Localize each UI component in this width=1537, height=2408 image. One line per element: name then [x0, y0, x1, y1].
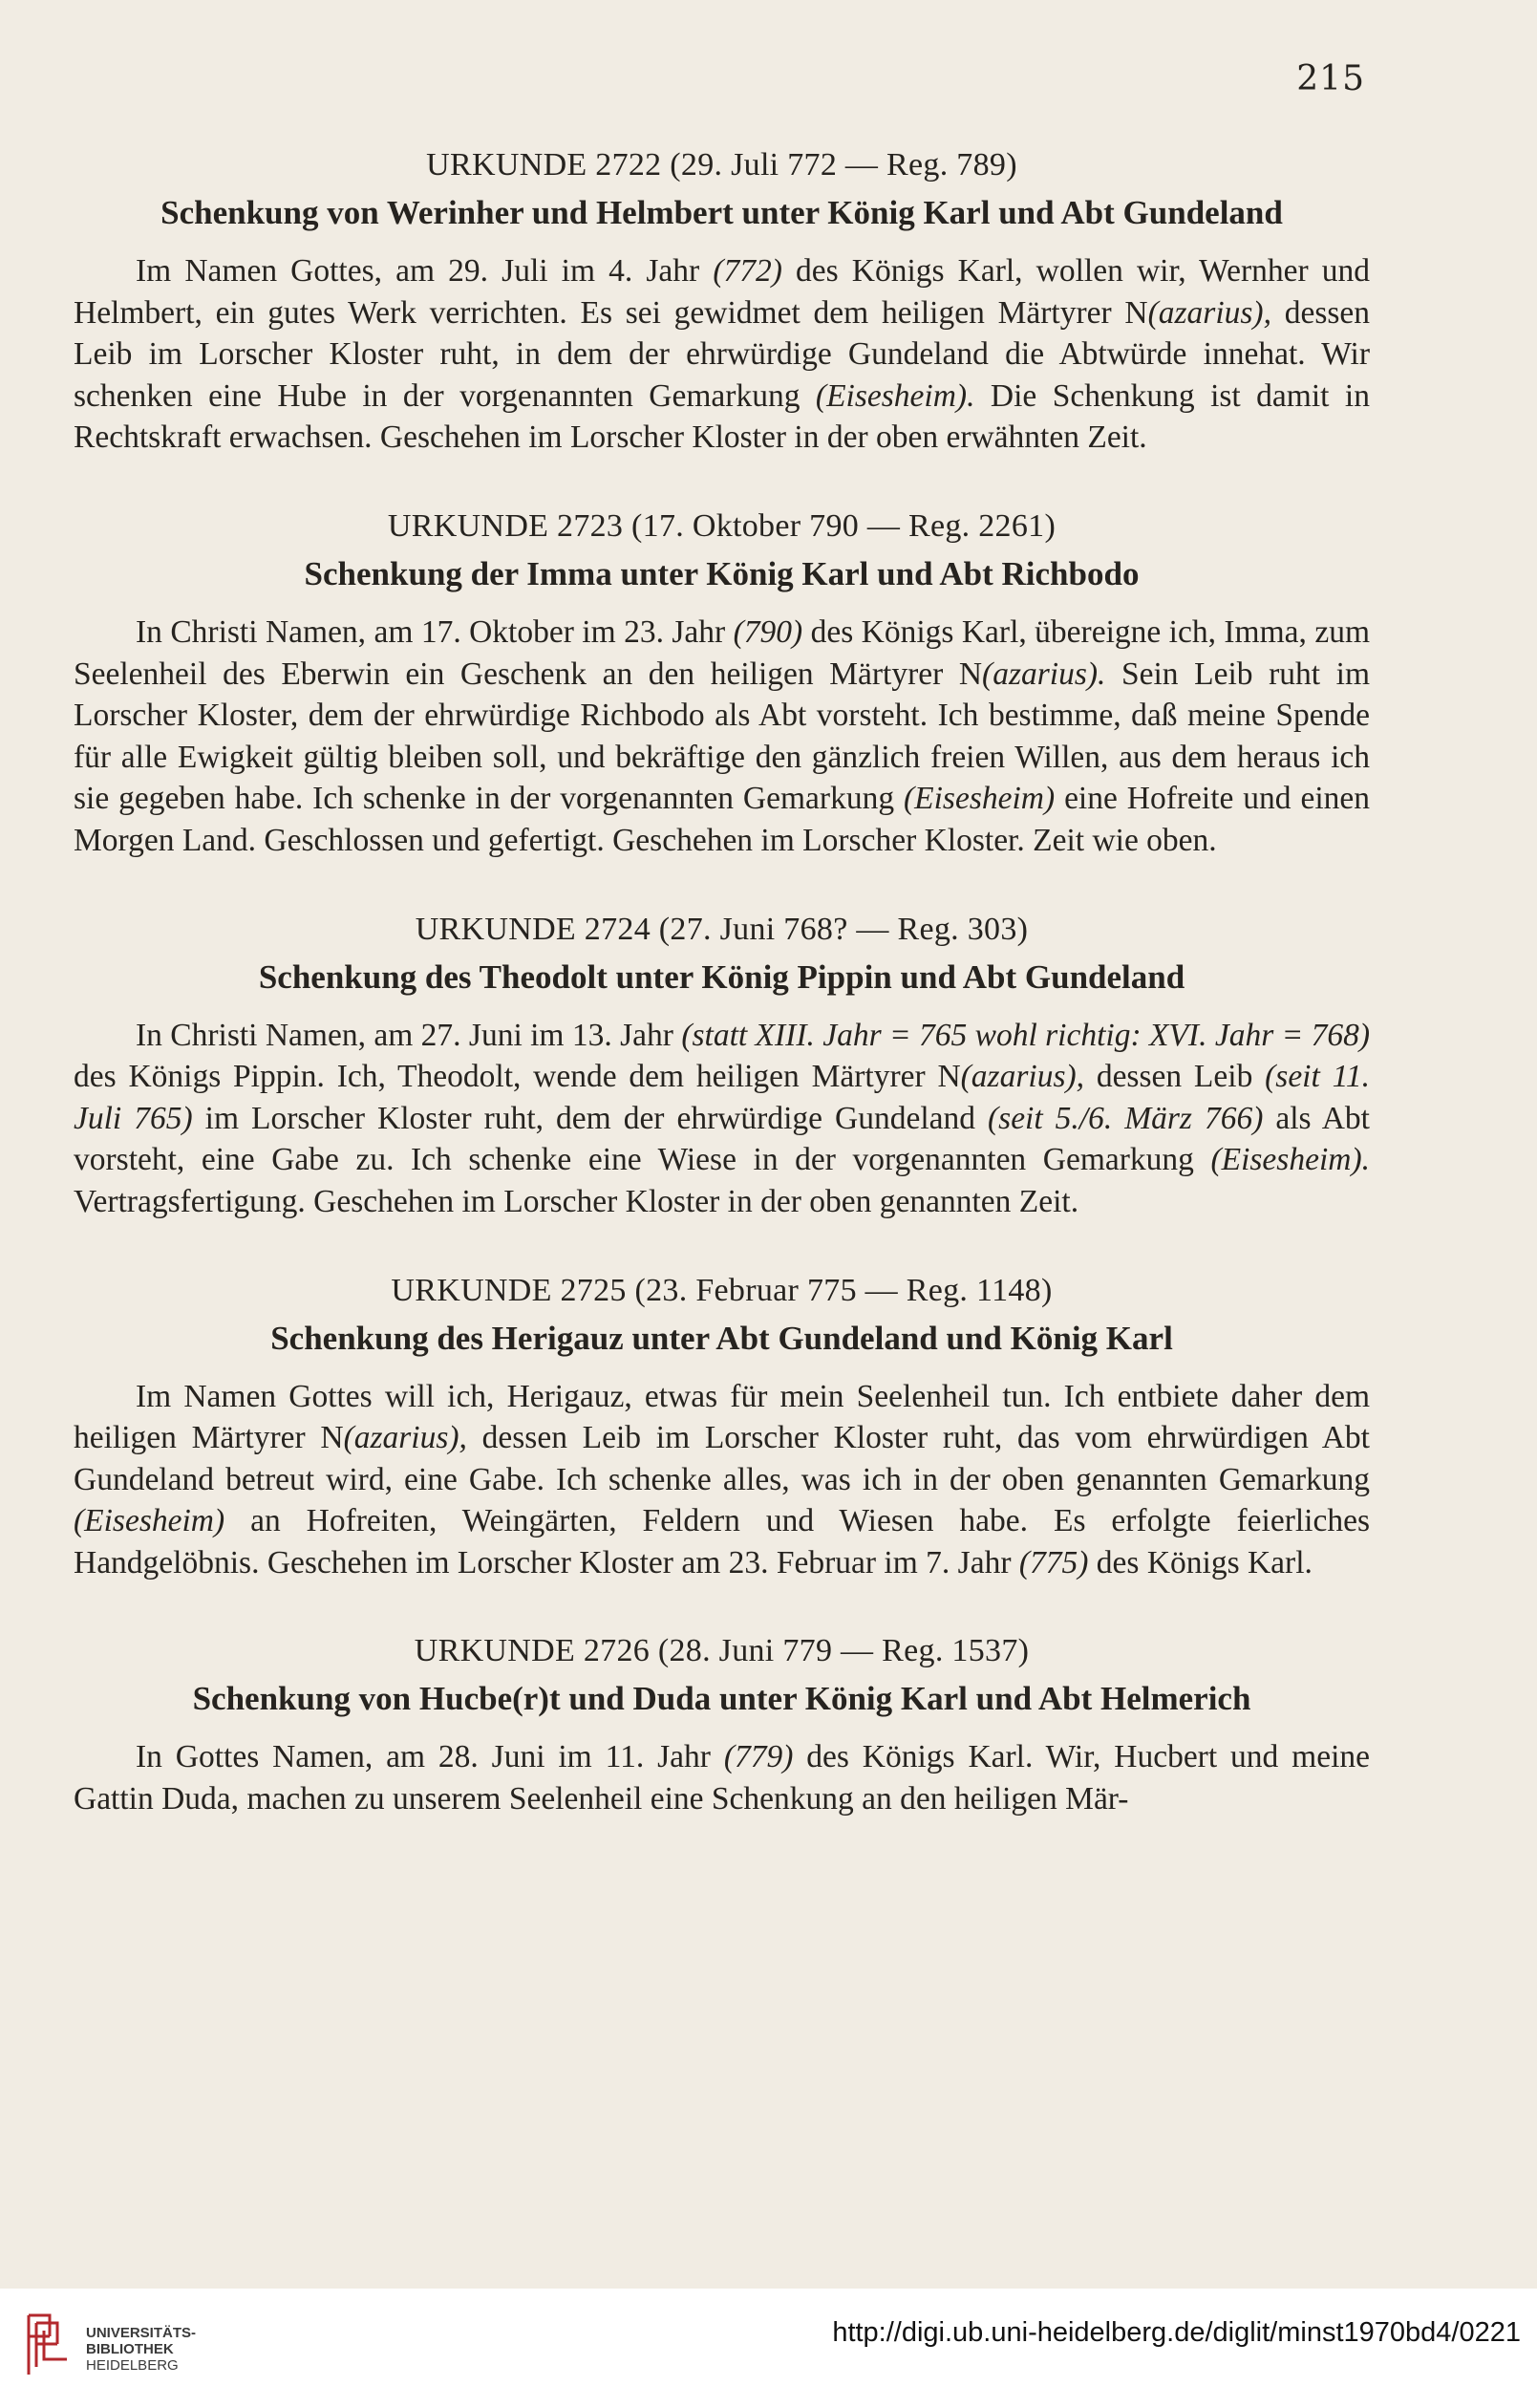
text-run: des Königs Karl, wollen wir, Wernher und Helmbert, ein gutes Werk verrichten. Es sei gewidmet dem heiligen Märtyrer N: [74, 253, 1370, 331]
entry-title: Schenkung der Imma unter König Karl und Abt Richbodo: [304, 554, 1140, 592]
library-name-line2: BIBLIOTHEK: [86, 2341, 174, 2357]
entry-text: [74, 1015, 1370, 1223]
italic-annotation: (azarius).: [982, 656, 1106, 692]
library-footer: [0, 2289, 1537, 2408]
text-run: Im Namen Gottes, am 29. Juli im 4. Jahr: [136, 253, 714, 289]
italic-annotation: (790): [733, 613, 803, 650]
entry-text: [74, 1736, 1370, 1819]
text-run: dessen Leib: [1084, 1059, 1266, 1095]
italic-annotation: (Eisesheim): [74, 1503, 225, 1539]
italic-annotation: (seit 11. Juli 765): [74, 1059, 1370, 1136]
italic-annotation: (779): [723, 1739, 794, 1775]
italic-annotation: (azarius),: [960, 1059, 1085, 1095]
italic-annotation: (775): [1018, 1544, 1089, 1580]
text-run: an Hofreiten, Weingärten, Feldern und Wiesen habe. Es erfolgte feierliches Handgelöbnis. Geschehen im Lorscher Kloster am 23. Februar im 7. Jahr: [74, 1503, 1370, 1580]
entry-title: Schenkung des Theodolt unter König Pippin und Abt Gundeland: [258, 957, 1185, 996]
text-run: In Christi Namen, am 27. Juni im 13. Jahr: [136, 1017, 682, 1053]
library-name: [86, 2325, 196, 2374]
library-name-line3: HEIDELBERG: [86, 2357, 179, 2374]
library-logo-icon: [21, 2310, 78, 2380]
text-run: des Königs Karl, übereigne ich, Imma, zum Seelenheil des Eberwin ein Geschenk an den heiligen Märtyrer N: [74, 613, 1370, 692]
document-body: [74, 143, 1370, 1866]
italic-annotation: (statt XIII. Jahr = 765 wohl richtig: XVI. Jahr = 768): [681, 1017, 1371, 1053]
entry-text: [74, 1376, 1370, 1584]
entry-heading: URKUNDE 2724 (27. Juni 768? — Reg. 303): [415, 911, 1029, 947]
entry-title: Schenkung des Herigauz unter Abt Gundeland und König Karl: [270, 1319, 1173, 1357]
text-run: des Königs Pippin. Ich, Theodolt, wende dem heiligen Märtyrer N: [74, 1059, 961, 1095]
text-run: Vertragsfertigung. Geschehen im Lorscher Kloster in der oben genannten Zeit.: [74, 1183, 1079, 1219]
entry-heading: URKUNDE 2725 (23. Februar 775 — Reg. 1148): [391, 1272, 1053, 1308]
italic-annotation: (seit 5./6. März 766): [988, 1100, 1264, 1136]
text-run: des Königs Karl.: [1088, 1544, 1313, 1580]
text-run: dessen Leib im Lorscher Kloster ruht, in dem der ehrwürdige Gundeland die Abtwürde innehat. Wir schenken eine Hube in der vorgenannten Gemarkung: [74, 294, 1371, 414]
text-run: eine Hofreite und einen Morgen Land. Geschlossen und gefertigt. Geschehen im Lorscher Kloster. Zeit wie oben.: [74, 781, 1370, 858]
entry-heading: URKUNDE 2722 (29. Juli 772 — Reg. 789): [426, 147, 1017, 183]
text-run: des Königs Karl. Wir, Hucbert und meine Gattin Duda, machen zu unserem Seelenheil eine Schenkung an den heiligen Mär-: [74, 1739, 1371, 1817]
entry-heading: URKUNDE 2723 (17. Oktober 790 — Reg. 2261): [387, 507, 1057, 544]
source-url-link[interactable]: http://digi.ub.uni-heidelberg.de/diglit/minst1970bd4/0221: [832, 2317, 1521, 2348]
text-run: als Abt vorsteht, eine Gabe zu. Ich schenke eine Wiese in der vorgenannten Gemarkung: [74, 1100, 1370, 1178]
entry-2726: [74, 1629, 1370, 1819]
text-run: In Gottes Namen, am 28. Juni im 11. Jahr: [136, 1739, 724, 1775]
italic-annotation: (Eisesheim).: [815, 377, 975, 414]
entry-2723: [74, 505, 1370, 862]
entry-heading: URKUNDE 2726 (28. Juni 779 — Reg. 1537): [414, 1633, 1030, 1669]
text-run: dessen Leib im Lorscher Kloster ruht, das vom ehrwürdigen Abt Gundeland betreut wird, eine Gabe. Ich schenke alles, was ich in der oben genannten Gemarkung: [74, 1420, 1370, 1497]
italic-annotation: (azarius),: [1147, 294, 1271, 331]
entry-2722: [74, 143, 1370, 459]
entry-title: Schenkung von Werinher und Helmbert unter König Karl und Abt Gundeland: [160, 194, 1283, 231]
italic-annotation: (772): [713, 253, 782, 289]
entry-text: [74, 612, 1370, 862]
text-run: Im Namen Gottes will ich, Herigauz, etwas für mein Seelenheil tun. Ich entbiete daher dem heiligen Märtyrer N: [74, 1378, 1370, 1456]
text-run: In Christi Namen, am 17. Oktober im 23. Jahr: [136, 613, 734, 650]
italic-annotation: (Eisesheim): [904, 781, 1056, 817]
page-number: 215: [1296, 59, 1365, 98]
italic-annotation: (Eisesheim).: [1210, 1142, 1370, 1178]
text-run: Die Schenkung ist damit in Rechtskraft erwachsen. Geschehen im Lorscher Kloster in der oben erwähnten Zeit.: [74, 377, 1370, 456]
entry-text: [74, 250, 1370, 459]
text-run: im Lorscher Kloster ruht, dem der ehrwürdige Gundeland: [192, 1100, 988, 1136]
text-run: Sein Leib ruht im Lorscher Kloster, dem der ehrwürdige Richbodo als Abt vorsteht. Ich bestimme, daß meine Spende für alle Ewigkeit gültig bleiben soll, und bekräftige den gänzlich freien Willen, aus dem heraus ich sie gegeben habe. Ich schenke in der vorgenannten Gemarkung: [74, 656, 1370, 817]
entry-2724: [74, 908, 1370, 1223]
library-name-line1: UNIVERSITÄTS-: [86, 2325, 197, 2341]
italic-annotation: (azarius),: [343, 1420, 467, 1456]
entry-title: Schenkung von Hucbe(r)t und Duda unter König Karl und Abt Helmerich: [192, 1680, 1251, 1718]
entry-2725: [74, 1269, 1370, 1584]
